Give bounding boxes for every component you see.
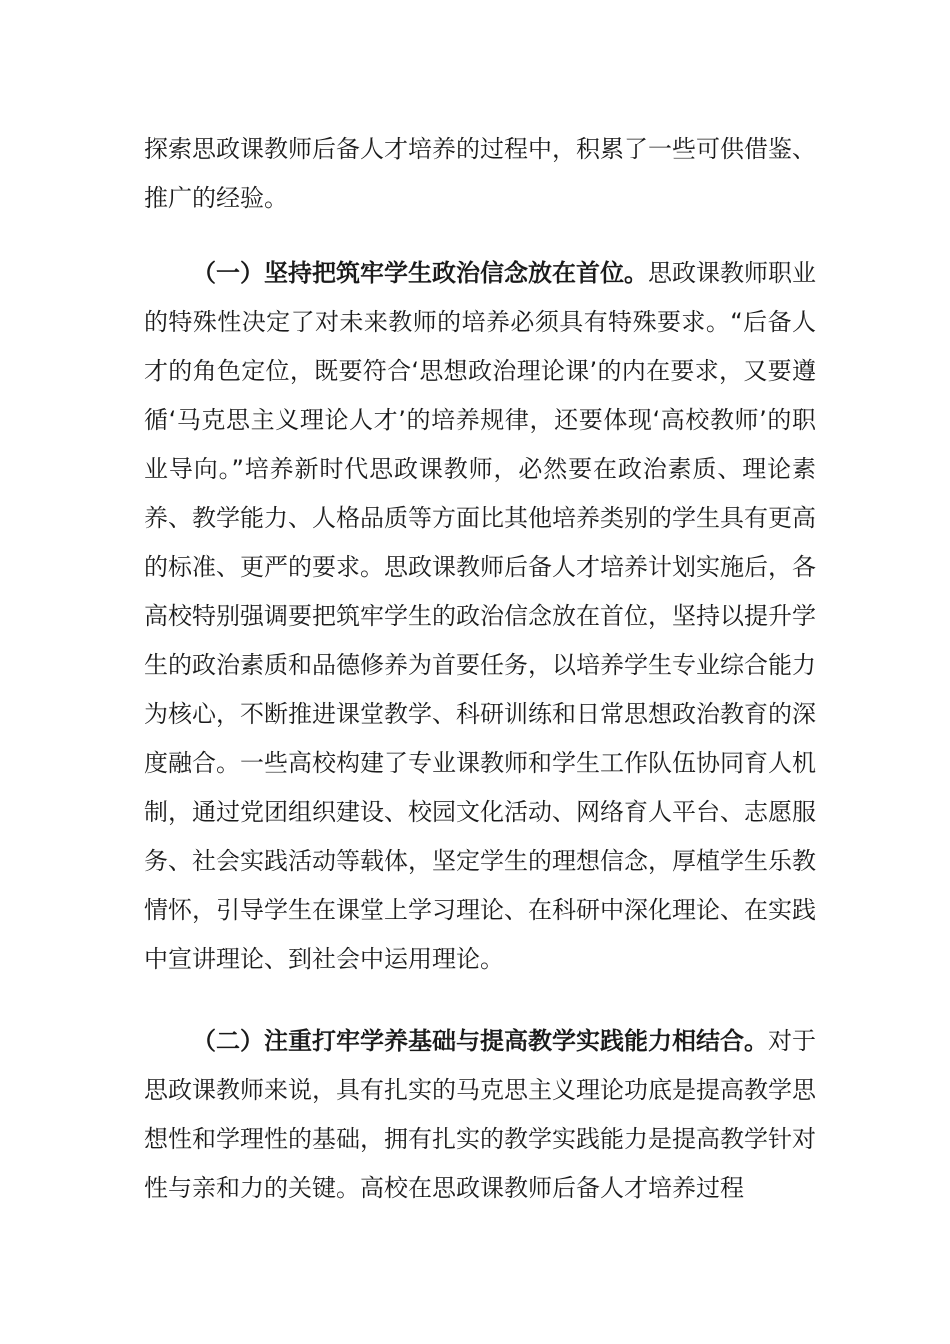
section-one-heading: （一）坚持把筑牢学生政治信念放在首位。 xyxy=(192,259,648,287)
section-two-paragraph xyxy=(144,1017,816,1213)
section-one-paragraph xyxy=(144,249,816,984)
section-two-heading: （二）注重打牢学养基础与提高教学实践能力相结合。 xyxy=(192,1027,768,1055)
intro-paragraph: 探索思政课教师后备人才培养的过程中，积累了一些可供借鉴、推广的经验。 xyxy=(144,135,816,212)
section-one-body: 思政课教师职业的特殊性决定了对未来教师的培养必须具有特殊要求。“后备人才的角色定位，既要符合‘思想政治理论课’的内在要求，又要遵循‘马克思主义理论人才’的培养规律，还要体现‘高校教师’的职业导向。”培养新时代思政课教师，必然要在政治素质、理论素养、教学能力、人格品质等方面比其他培养类别的学生具有更高的标准、更严的要求。思政课教师后备人才培养计划实施后，各高校特别强调要把筑牢学生的政治信念放在首位，坚持以提升学生的政治素质和品德修养为首要任务，以培养学生专业综合能力为核心，不断推进课堂教学、科研训练和日常思想政治教育的深度融合。一些高校构建了专业课教师和学生工作队伍协同育人机制，通过党团组织建设、校园文化活动、网络育人平台、志愿服务、社会实践活动等载体，坚定学生的理想信念，厚植学生乐教情怀，引导学生在课堂上学习理论、在科研中深化理论、在实践中宣讲理论、到社会中运用理论。 xyxy=(144,259,816,973)
section-two-body: 对于思政课教师来说，具有扎实的马克思主义理论功底是提高教学思想性和学理性的基础，拥有扎实的教学实践能力是提高教学针对性与亲和力的关键。高校在思政课教师后备人才培养过程 xyxy=(144,1027,816,1202)
